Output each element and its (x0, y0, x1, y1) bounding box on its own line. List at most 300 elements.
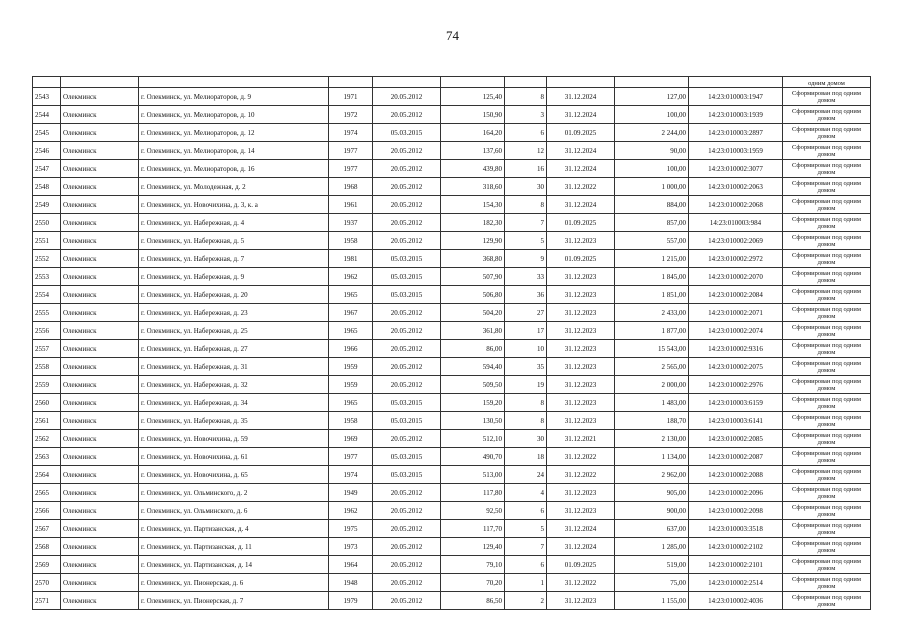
cell-residents: 5 (505, 520, 547, 538)
table-row (33, 484, 871, 502)
cell-address: г. Олекминск, ул. Пионерская, д. 7 (139, 592, 329, 610)
cell-date: 20.05.2012 (373, 106, 441, 124)
cell-plan-date: 31.12.2024 (547, 538, 615, 556)
cell-date: 20.05.2012 (373, 592, 441, 610)
cell-city: Олекминск (61, 556, 139, 574)
table-row (33, 124, 871, 142)
cell-residents: 8 (505, 88, 547, 106)
cell-number: 2556 (33, 322, 61, 340)
cell-year: 1975 (329, 520, 373, 538)
cell (505, 77, 547, 88)
table-row-continuation (33, 77, 871, 88)
cell-city: Олекминск (61, 484, 139, 502)
cell-sum: 637,00 (615, 520, 689, 538)
table-row (33, 196, 871, 214)
table-row (33, 142, 871, 160)
cell-sum: 2 244,00 (615, 124, 689, 142)
cell-residents: 27 (505, 304, 547, 322)
cell-sum: 1 215,00 (615, 250, 689, 268)
cell-year: 1949 (329, 484, 373, 502)
cell-sum: 2 962,00 (615, 466, 689, 484)
cell-date: 05.03.2015 (373, 448, 441, 466)
cell-residents: 6 (505, 556, 547, 574)
cell-number: 2569 (33, 556, 61, 574)
cell-area: 117,80 (441, 484, 505, 502)
cell-address: г. Олекминск, ул. Новочихина, д. 61 (139, 448, 329, 466)
table-row (33, 340, 871, 358)
cell-cadastral: 14:23:010003:6141 (689, 412, 783, 430)
cell-address: г. Олекминск, ул. Мелиораторов, д. 12 (139, 124, 329, 142)
cell-city: Олекминск (61, 232, 139, 250)
cell-number: 2550 (33, 214, 61, 232)
cell-sum: 1 155,00 (615, 592, 689, 610)
cell-status: Сформирован под одним домом (783, 466, 871, 484)
cell-number: 2567 (33, 520, 61, 538)
cell-area: 125,40 (441, 88, 505, 106)
cell-residents: 16 (505, 160, 547, 178)
cell-status: Сформирован под одним домом (783, 394, 871, 412)
cell-status: Сформирован под одним домом (783, 502, 871, 520)
cell-city: Олекминск (61, 430, 139, 448)
cell-number: 2562 (33, 430, 61, 448)
cell-city: Олекминск (61, 394, 139, 412)
cell-year: 1958 (329, 232, 373, 250)
cell-city: Олекминск (61, 268, 139, 286)
cell-sum: 1 000,00 (615, 178, 689, 196)
cell-status: Сформирован под одним домом (783, 124, 871, 142)
cell-number: 2560 (33, 394, 61, 412)
cell-address: г. Олекминск, ул. Набережная, д. 27 (139, 340, 329, 358)
cell-area: 182,30 (441, 214, 505, 232)
cell-cadastral: 14:23:010003:6159 (689, 394, 783, 412)
cell-city: Олекминск (61, 142, 139, 160)
cell-residents: 1 (505, 574, 547, 592)
cell-city: Олекминск (61, 286, 139, 304)
cell-residents: 8 (505, 412, 547, 430)
cell-number: 2553 (33, 268, 61, 286)
cell-year: 1981 (329, 250, 373, 268)
cell-residents: 9 (505, 250, 547, 268)
cell-cadastral: 14:23:010002:2084 (689, 286, 783, 304)
cell-cadastral: 14:23:010002:2514 (689, 574, 783, 592)
cell-status: Сформирован под одним домом (783, 214, 871, 232)
cell-city: Олекминск (61, 520, 139, 538)
cell-sum: 100,00 (615, 106, 689, 124)
cell-year: 1974 (329, 124, 373, 142)
cell-plan-date: 31.12.2024 (547, 160, 615, 178)
table-row (33, 448, 871, 466)
cell-cadastral: 14:23:010002:2088 (689, 466, 783, 484)
cell-address: г. Олекминск, ул. Набережная, д. 31 (139, 358, 329, 376)
cell-city: Олекминск (61, 412, 139, 430)
cell-city: Олекминск (61, 196, 139, 214)
cell-status: Сформирован под одним домом (783, 556, 871, 574)
table-row (33, 304, 871, 322)
cell (329, 77, 373, 88)
cell-number: 2549 (33, 196, 61, 214)
cell-date: 20.05.2012 (373, 340, 441, 358)
cell-year: 1964 (329, 556, 373, 574)
cell-number: 2563 (33, 448, 61, 466)
cell-date: 20.05.2012 (373, 358, 441, 376)
cell-year: 1974 (329, 466, 373, 484)
cell-address: г. Олекминск, ул. Новочихина, д. 59 (139, 430, 329, 448)
cell-area: 361,80 (441, 322, 505, 340)
cell-cadastral: 14:23:010002:4036 (689, 592, 783, 610)
cell-cadastral: 14:23:010002:2972 (689, 250, 783, 268)
table-row (33, 466, 871, 484)
cell-status: одним домом (783, 77, 871, 88)
cell-plan-date: 31.12.2023 (547, 484, 615, 502)
table-row (33, 358, 871, 376)
cell-area: 513,00 (441, 466, 505, 484)
cell-year: 1958 (329, 412, 373, 430)
cell-status: Сформирован под одним домом (783, 412, 871, 430)
cell-address: г. Олекминск, ул. Набережная, д. 20 (139, 286, 329, 304)
cell-city: Олекминск (61, 466, 139, 484)
page-number: 74 (446, 28, 459, 43)
cell-cadastral: 14:23:010002:2098 (689, 502, 783, 520)
cell-status: Сформирован под одним домом (783, 484, 871, 502)
cell-plan-date: 31.12.2024 (547, 106, 615, 124)
cell-date: 05.03.2015 (373, 412, 441, 430)
cell-area: 504,20 (441, 304, 505, 322)
cell-plan-date: 31.12.2022 (547, 178, 615, 196)
cell-number: 2546 (33, 142, 61, 160)
table-row (33, 538, 871, 556)
cell-city: Олекминск (61, 178, 139, 196)
cell-residents: 33 (505, 268, 547, 286)
cell-cadastral: 14:23:010002:2071 (689, 304, 783, 322)
cell-status: Сформирован под одним домом (783, 376, 871, 394)
cell-address: г. Олекминск, ул. Набережная, д. 4 (139, 214, 329, 232)
table-row (33, 394, 871, 412)
cell-area: 86,00 (441, 340, 505, 358)
cell-cadastral: 14:23:010003:1959 (689, 142, 783, 160)
cell-year: 1979 (329, 592, 373, 610)
cell-date: 20.05.2012 (373, 322, 441, 340)
cell-year: 1977 (329, 142, 373, 160)
cell-address: г. Олекминск, ул. Набережная, д. 34 (139, 394, 329, 412)
cell-status: Сформирован под одним домом (783, 520, 871, 538)
cell-cadastral: 14:23:010002:2087 (689, 448, 783, 466)
cell-city: Олекминск (61, 376, 139, 394)
cell-cadastral: 14:23:010003:1939 (689, 106, 783, 124)
cell-status: Сформирован под одним домом (783, 142, 871, 160)
cell-number: 2557 (33, 340, 61, 358)
cell-status: Сформирован под одним домом (783, 340, 871, 358)
cell-address: г. Олекминск, ул. Партизанская, д. 4 (139, 520, 329, 538)
cell-residents: 12 (505, 142, 547, 160)
cell-area: 159,20 (441, 394, 505, 412)
cell-address: г. Олекминск, ул. Набережная, д. 9 (139, 268, 329, 286)
cell-sum: 857,00 (615, 214, 689, 232)
cell-plan-date: 31.12.2023 (547, 322, 615, 340)
cell-date: 20.05.2012 (373, 556, 441, 574)
cell-plan-date: 31.12.2023 (547, 358, 615, 376)
cell-residents: 3 (505, 106, 547, 124)
cell-status: Сформирован под одним домом (783, 88, 871, 106)
cell-year: 1965 (329, 322, 373, 340)
cell-residents: 6 (505, 502, 547, 520)
cell-address: г. Олекминск, ул. Партизанская, д. 11 (139, 538, 329, 556)
cell-status: Сформирован под одним домом (783, 268, 871, 286)
cell-cadastral: 14:23:010002:2070 (689, 268, 783, 286)
cell-date: 20.05.2012 (373, 520, 441, 538)
cell-year: 1967 (329, 304, 373, 322)
table-row (33, 232, 871, 250)
cell-number: 2571 (33, 592, 61, 610)
cell-plan-date: 31.12.2023 (547, 268, 615, 286)
cell-status: Сформирован под одним домом (783, 538, 871, 556)
cell-plan-date: 31.12.2023 (547, 502, 615, 520)
cell (441, 77, 505, 88)
cell-residents: 19 (505, 376, 547, 394)
cell-cadastral: 14:23:010003:2897 (689, 124, 783, 142)
cell-address: г. Олекминск, ул. Ольминского, д. 2 (139, 484, 329, 502)
cell-residents: 8 (505, 196, 547, 214)
cell-city: Олекминск (61, 592, 139, 610)
cell-city: Олекминск (61, 160, 139, 178)
cell-area: 70,20 (441, 574, 505, 592)
cell-cadastral: 14:23:010002:2069 (689, 232, 783, 250)
cell-cadastral: 14:23:010003:1947 (689, 88, 783, 106)
cell-cadastral: 14:23:010002:2096 (689, 484, 783, 502)
table-row (33, 268, 871, 286)
cell-address: г. Олекминск, ул. Ольминского, д. 6 (139, 502, 329, 520)
cell-residents: 4 (505, 484, 547, 502)
cell-date: 20.05.2012 (373, 430, 441, 448)
cell-date: 20.05.2012 (373, 160, 441, 178)
cell-status: Сформирован под одним домом (783, 358, 871, 376)
cell-plan-date: 01.09.2025 (547, 124, 615, 142)
cell-sum: 1 845,00 (615, 268, 689, 286)
cell-number: 2555 (33, 304, 61, 322)
cell-year: 1966 (329, 340, 373, 358)
cell-date: 20.05.2012 (373, 196, 441, 214)
cell-area: 79,10 (441, 556, 505, 574)
cell-year: 1959 (329, 358, 373, 376)
table-row (33, 574, 871, 592)
cell-area: 506,80 (441, 286, 505, 304)
table-row (33, 592, 871, 610)
cell-number: 2547 (33, 160, 61, 178)
cell-residents: 7 (505, 538, 547, 556)
cell-plan-date: 31.12.2023 (547, 286, 615, 304)
cell-plan-date: 31.12.2022 (547, 466, 615, 484)
cell-year: 1977 (329, 448, 373, 466)
table-row (33, 412, 871, 430)
cell-year: 1969 (329, 430, 373, 448)
cell-year: 1965 (329, 286, 373, 304)
cell-number: 2564 (33, 466, 61, 484)
cell-plan-date: 31.12.2023 (547, 232, 615, 250)
cell-number: 2545 (33, 124, 61, 142)
cell-year: 1968 (329, 178, 373, 196)
cell-city: Олекминск (61, 250, 139, 268)
cell-address: г. Олекминск, ул. Новочихина, д. 3, к. а (139, 196, 329, 214)
cell-plan-date: 31.12.2023 (547, 376, 615, 394)
cell-plan-date: 31.12.2022 (547, 448, 615, 466)
cell-residents: 7 (505, 214, 547, 232)
cell-residents: 6 (505, 124, 547, 142)
cell-plan-date: 31.12.2024 (547, 142, 615, 160)
table-row (33, 88, 871, 106)
cell-residents: 8 (505, 394, 547, 412)
cell-year: 1948 (329, 574, 373, 592)
cell-area: 509,50 (441, 376, 505, 394)
cell-sum: 100,00 (615, 160, 689, 178)
cell-date: 20.05.2012 (373, 88, 441, 106)
cell-address: г. Олекминск, ул. Набережная, д. 35 (139, 412, 329, 430)
cell-address: г. Олекминск, ул. Мелиораторов, д. 14 (139, 142, 329, 160)
cell-year: 1961 (329, 196, 373, 214)
cell-number: 2558 (33, 358, 61, 376)
cell-sum: 1 877,00 (615, 322, 689, 340)
cell-number: 2554 (33, 286, 61, 304)
cell-area: 368,80 (441, 250, 505, 268)
table-row (33, 520, 871, 538)
cell-date: 05.03.2015 (373, 268, 441, 286)
cell-residents: 2 (505, 592, 547, 610)
cell-sum: 15 543,00 (615, 340, 689, 358)
housing-table (32, 76, 871, 610)
cell-cadastral: 14:23:010002:2101 (689, 556, 783, 574)
cell (33, 77, 61, 88)
cell-plan-date: 31.12.2023 (547, 412, 615, 430)
cell-area: 86,50 (441, 592, 505, 610)
cell-number: 2561 (33, 412, 61, 430)
cell-plan-date: 31.12.2023 (547, 394, 615, 412)
cell-area: 130,50 (441, 412, 505, 430)
cell-plan-date: 31.12.2022 (547, 574, 615, 592)
cell-residents: 35 (505, 358, 547, 376)
table-body (33, 77, 871, 610)
cell-area: 129,40 (441, 538, 505, 556)
cell-plan-date: 01.09.2025 (547, 556, 615, 574)
cell-sum: 2 565,00 (615, 358, 689, 376)
cell-year: 1962 (329, 268, 373, 286)
cell-date: 20.05.2012 (373, 484, 441, 502)
cell-sum: 557,00 (615, 232, 689, 250)
cell-cadastral: 14:23:010002:2075 (689, 358, 783, 376)
cell-number: 2559 (33, 376, 61, 394)
cell-number: 2543 (33, 88, 61, 106)
cell-address: г. Олекминск, ул. Мелиораторов, д. 10 (139, 106, 329, 124)
cell-number: 2568 (33, 538, 61, 556)
cell-address: г. Олекминск, ул. Новочихина, д. 65 (139, 466, 329, 484)
cell-sum: 905,00 (615, 484, 689, 502)
cell-date: 05.03.2015 (373, 250, 441, 268)
cell-plan-date: 31.12.2024 (547, 196, 615, 214)
cell (61, 77, 139, 88)
cell-city: Олекминск (61, 574, 139, 592)
cell-status: Сформирован под одним домом (783, 286, 871, 304)
cell-city: Олекминск (61, 304, 139, 322)
cell-year: 1972 (329, 106, 373, 124)
table-row (33, 556, 871, 574)
cell-address: г. Олекминск, ул. Набережная, д. 7 (139, 250, 329, 268)
cell (689, 77, 783, 88)
cell-year: 1937 (329, 214, 373, 232)
cell-address: г. Олекминск, ул. Набережная, д. 5 (139, 232, 329, 250)
cell-area: 164,20 (441, 124, 505, 142)
cell-date: 05.03.2015 (373, 394, 441, 412)
cell-cadastral: 14:23:010002:9316 (689, 340, 783, 358)
cell-cadastral: 14:23:010002:2068 (689, 196, 783, 214)
cell-number: 2566 (33, 502, 61, 520)
cell-sum: 127,00 (615, 88, 689, 106)
cell-plan-date: 01.09.2025 (547, 250, 615, 268)
cell-date: 20.05.2012 (373, 502, 441, 520)
cell-sum: 1 134,00 (615, 448, 689, 466)
cell-plan-date: 31.12.2024 (547, 88, 615, 106)
table-row (33, 214, 871, 232)
cell-city: Олекминск (61, 124, 139, 142)
table-row (33, 160, 871, 178)
cell-plan-date: 01.09.2025 (547, 214, 615, 232)
cell-city: Олекминск (61, 538, 139, 556)
cell-number: 2565 (33, 484, 61, 502)
cell-address: г. Олекминск, ул. Набережная, д. 32 (139, 376, 329, 394)
cell-cadastral: 14:23:010003:3518 (689, 520, 783, 538)
cell-residents: 36 (505, 286, 547, 304)
cell (139, 77, 329, 88)
cell-date: 20.05.2012 (373, 142, 441, 160)
table-row (33, 322, 871, 340)
cell-residents: 10 (505, 340, 547, 358)
cell-status: Сформирован под одним домом (783, 304, 871, 322)
cell-status: Сформирован под одним домом (783, 448, 871, 466)
cell-city: Олекминск (61, 502, 139, 520)
cell-address: г. Олекминск, ул. Мелиораторов, д. 16 (139, 160, 329, 178)
cell-date: 20.05.2012 (373, 214, 441, 232)
table-row (33, 376, 871, 394)
cell-year: 1959 (329, 376, 373, 394)
cell-sum: 2 000,00 (615, 376, 689, 394)
cell-year: 1962 (329, 502, 373, 520)
cell-plan-date: 31.12.2023 (547, 340, 615, 358)
cell-area: 137,60 (441, 142, 505, 160)
cell-residents: 17 (505, 322, 547, 340)
cell-status: Сформирован под одним домом (783, 430, 871, 448)
cell-city: Олекминск (61, 106, 139, 124)
cell-sum: 1 483,00 (615, 394, 689, 412)
cell-status: Сформирован под одним домом (783, 250, 871, 268)
cell-status: Сформирован под одним домом (783, 106, 871, 124)
cell-year: 1973 (329, 538, 373, 556)
cell-area: 594,40 (441, 358, 505, 376)
cell-number: 2552 (33, 250, 61, 268)
cell-address: г. Олекминск, ул. Партизанская, д. 14 (139, 556, 329, 574)
cell-address: г. Олекминск, ул. Набережная, д. 25 (139, 322, 329, 340)
cell-area: 92,50 (441, 502, 505, 520)
cell-number: 2551 (33, 232, 61, 250)
cell-sum: 1 851,00 (615, 286, 689, 304)
cell-date: 20.05.2012 (373, 304, 441, 322)
table-row (33, 286, 871, 304)
cell-sum: 1 285,00 (615, 538, 689, 556)
cell (373, 77, 441, 88)
cell-area: 439,80 (441, 160, 505, 178)
cell-sum: 2 130,00 (615, 430, 689, 448)
cell (615, 77, 689, 88)
cell-city: Олекминск (61, 322, 139, 340)
cell-status: Сформирован под одним домом (783, 232, 871, 250)
cell-sum: 900,00 (615, 502, 689, 520)
cell-date: 05.03.2015 (373, 124, 441, 142)
cell-cadastral: 14:23:010002:2063 (689, 178, 783, 196)
